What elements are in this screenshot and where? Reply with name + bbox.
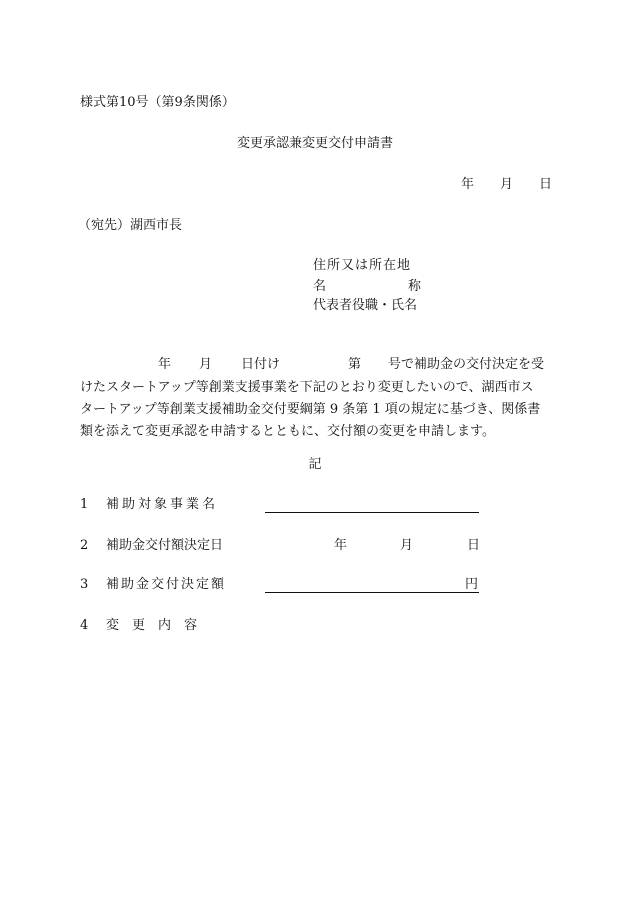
body-line-2: けたスタートアップ等創業支援事業を下記のとおり変更したいので、湖西市ス	[80, 380, 534, 395]
applicant-name-label-2: 称	[408, 279, 422, 294]
item-label: 補助金交付額決定日	[106, 538, 224, 553]
date-month-label: 月	[500, 177, 514, 192]
item-number: 4	[80, 618, 89, 633]
item-2-year: 年	[334, 538, 348, 553]
applicant-address-label: 住所又は所在地	[313, 258, 412, 273]
item-number: 2	[80, 538, 89, 553]
item-number: 1	[80, 497, 89, 512]
item-1-underline	[265, 512, 479, 513]
item-label: 変 更 内 容	[106, 618, 198, 633]
body-line1-rest: 号で補助金の交付決定を受	[388, 357, 545, 372]
form-number: 様式第10号（第9条関係）	[80, 95, 235, 110]
applicant-representative-label: 代表者役職・氏名	[313, 298, 418, 313]
applicant-name-label-1: 名	[313, 279, 327, 294]
item-3-yen-unit: 円	[465, 577, 479, 592]
ki-heading: 記	[308, 457, 322, 472]
body-date-year: 年	[158, 357, 172, 372]
item-2-day: 日	[467, 538, 481, 553]
date-year-label: 年	[461, 177, 475, 192]
item-number: 3	[80, 577, 89, 592]
item-label: 補助対象事業名	[106, 497, 219, 512]
body-line-3: タートアップ等創業支援補助金交付要綱第 9 条第 1 項の規定に基づき、関係書	[80, 402, 541, 417]
item-label: 補助金交付決定額	[106, 577, 227, 592]
body-date-suffix: 日付け	[241, 357, 281, 372]
body-date-month: 月	[199, 357, 213, 372]
item-2-month: 月	[400, 538, 414, 553]
date-day-label: 日	[539, 177, 553, 192]
recipient: （宛先）湖西市長	[78, 218, 183, 233]
item-3-underline	[265, 592, 479, 593]
body-line-4: 類を添えて変更承認を申請するとともに、交付額の変更を申請します。	[80, 424, 495, 439]
body-number-prefix: 第	[348, 357, 362, 372]
document-title: 変更承認兼変更交付申請書	[236, 136, 393, 151]
